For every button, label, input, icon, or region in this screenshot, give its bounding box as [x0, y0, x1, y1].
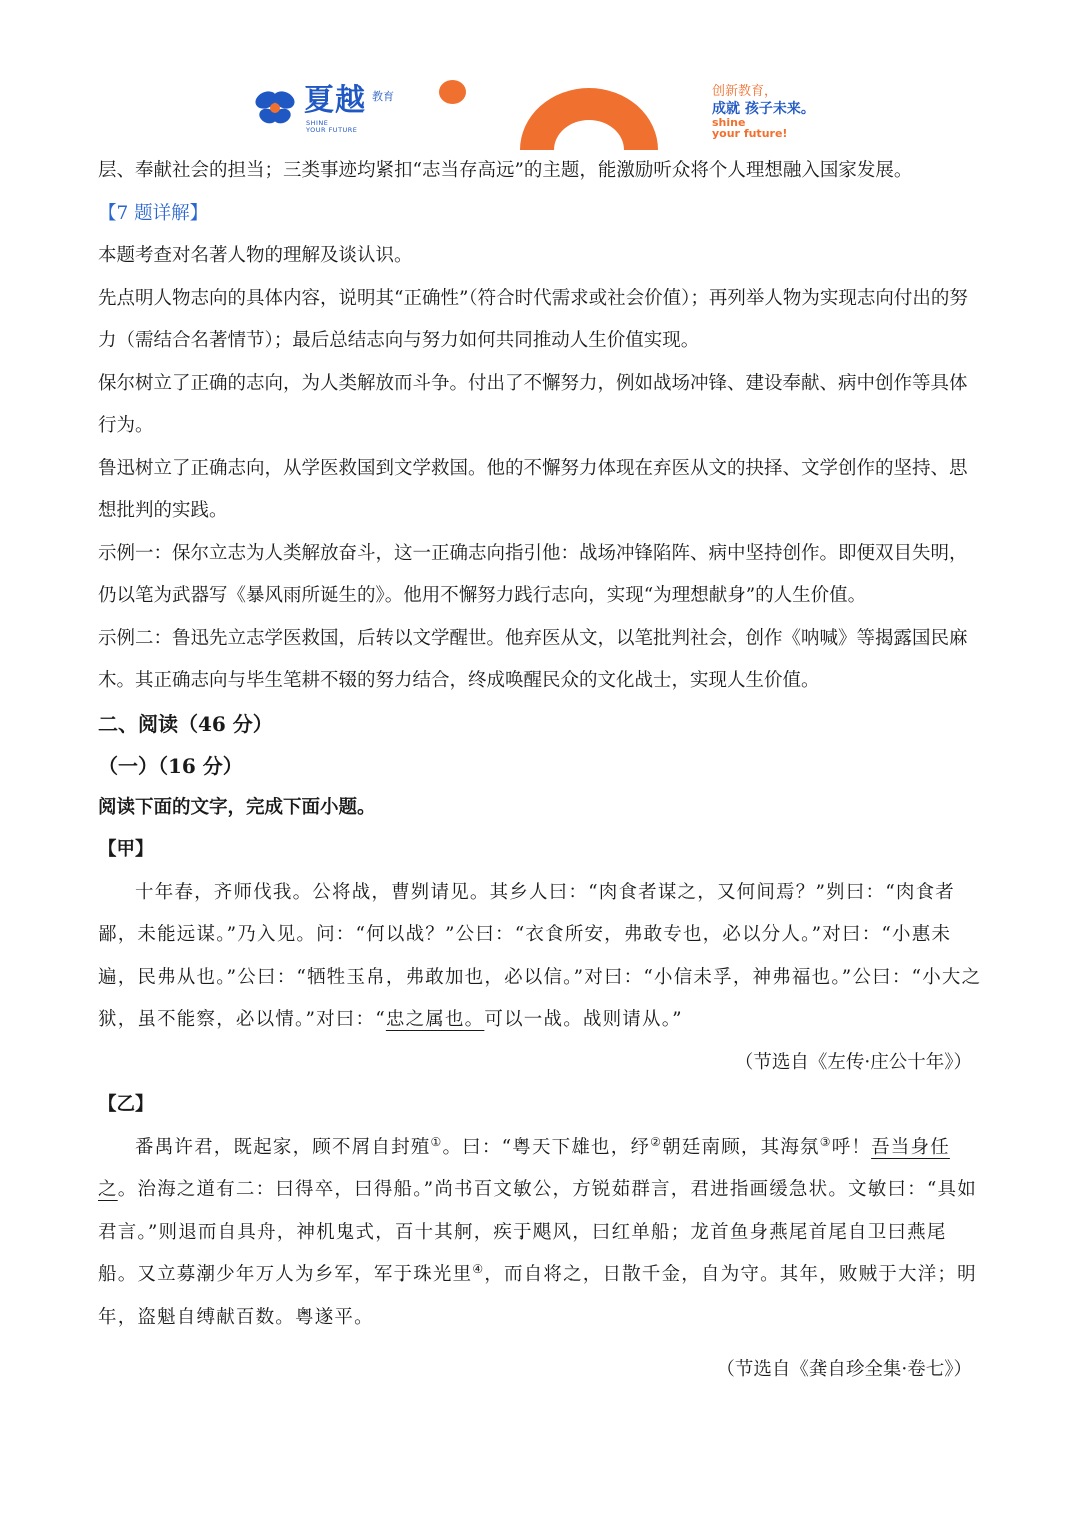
yi-underlined-phrase: 吾当身任之: [98, 1136, 950, 1200]
yi-part-10: 之，日散千金，自为守。其年，败贼于大洋；明年，盗魁自缚献百数。粤遂平。: [98, 1264, 977, 1328]
paragraph-continued: 层、奉献社会的担当；三类事迹均紧扣“志当存高远”的主题，能激励听众将个人理想融入国家发展。: [98, 160, 913, 181]
example-1: 示例一：保尔立志为人类解放奋斗，这一正确志向指引他：战场冲锋陷阵、病中坚持创作。即便双目失明，仍以笔为武器写《暴风雨所诞生的》。他用不懈努力践行志向，实现“为理想献身”的人生价值。: [98, 542, 968, 606]
question-7-title: 【7 题详解】: [98, 202, 209, 224]
tagline-line-1: SHINE: [306, 119, 329, 127]
paragraph-3: 保尔树立了正确的志向，为人类解放而斗争。付出了不懈努力，例如战场冲锋、建设奉献、病中创作等具体行为。: [98, 372, 968, 436]
subsection-1-heading: （一）（16 分）: [98, 753, 243, 778]
yi-part-8: 于珠光里: [393, 1264, 473, 1285]
orange-arc-decoration: [520, 88, 658, 150]
brand-name: 夏越: [304, 83, 366, 118]
brand-suffix: 教育: [372, 90, 394, 103]
footnote-marker-3: ③: [819, 1134, 832, 1149]
brand-tagline: [306, 120, 357, 134]
paragraph-4: 鲁迅树立了正确志向，从学医救国到文学救国。他的不懈努力体现在弃医从文的抉择、文学创作的坚持、思想批判的实践。: [98, 457, 968, 521]
yi-part-3: 朝廷南顾，其海氛: [662, 1136, 820, 1158]
yi-part-9: ，而自: [484, 1264, 544, 1285]
yi-part-6: 有二：曰得卒，曰得船。”尚书百文敏公，方锐茹群言，君进指画缓急状。文敏曰：“具如君言。”则退而自具舟，神机鬼式，百十其舸，: [98, 1179, 977, 1243]
dotted-word-dao: 道: [196, 1179, 217, 1200]
yi-part-7: 于飓风，曰红单船；龙首鱼身燕尾首尾自卫曰燕尾船。又立募潮少年万人为乡军，: [98, 1221, 947, 1285]
passage-jia-text: [98, 872, 982, 1042]
passage-jia-source: （节选自《左传·庄公十年》）: [734, 1051, 972, 1073]
passage-yi-text: [98, 1127, 982, 1340]
paragraph-1: 本题考查对名著人物的理解及谈认识。: [98, 245, 413, 266]
orange-dot-decoration: [439, 80, 466, 104]
yi-part-1: 番禺许君，既起家，顾不屑自封殖: [135, 1136, 431, 1158]
jia-underlined-phrase: 忠之属也。: [385, 1009, 485, 1030]
slogan-line-4: your future!: [712, 127, 788, 140]
footnote-marker-2: ②: [650, 1134, 663, 1149]
example-2: 示例二：鲁迅先立志学医救国，后转以文学醒世。他弃医从文，以笔批判社会，创作《呐喊》等揭露国民麻木。其正确志向与毕生笔耕不辍的努力结合，终成唤醒民众的文化战士，实现人生价值。: [98, 627, 968, 691]
tagline-line-2: YOUR FUTURE: [306, 126, 358, 134]
slogan-line-3: shine: [712, 116, 746, 129]
slogan-line-2: 成就 孩子未来。: [712, 101, 815, 117]
header-slogan: [712, 84, 815, 140]
flower-logo-icon: [252, 88, 298, 128]
footnote-marker-4: ④: [472, 1261, 485, 1276]
dotted-word-ji: 疾: [493, 1221, 514, 1243]
brand-logo: [252, 84, 402, 136]
passage-jia-label: 【甲】: [98, 839, 154, 860]
footnote-marker-1: ①: [430, 1134, 443, 1149]
dotted-word-jun: 军: [373, 1264, 394, 1285]
dotted-word-jiang: 将: [543, 1264, 564, 1285]
section-2-heading: 二、阅读（46 分）: [98, 711, 273, 736]
document-body: [98, 150, 982, 1392]
jia-text-part-a: 十年春，齐师伐我。公将战，曹刿请见。其乡人曰：“肉食者谋之，又何间焉？”刿曰：“肉食者鄙，未能远谋。”乃入见。问：“何以战？”公曰：“衣食所安，弗敢专也，必以分人。”对曰：“小惠未遍，民弗从也。”公曰：“牺牲玉帛，弗敢加也，必以信。”对曰：“小信未孚，神弗福也。”公曰：“小大之狱，虽不能察，必以情。”对曰：“: [98, 881, 982, 1030]
paragraph-2: 先点明人物志向的具体内容，说明其“正确性”（符合时代需求或社会价值）；再列举人物为实现志向付出的努力（需结合名著情节）；最后总结志向与努力如何共同推动人生价值实现。: [98, 287, 968, 351]
reading-instruction: 阅读下面的文字，完成下面小题。: [98, 796, 376, 818]
passage-yi-source: （节选自《龚自珍全集·卷七》）: [716, 1359, 972, 1380]
page-header: [0, 0, 1080, 150]
passage-yi-label: 【乙】: [98, 1094, 154, 1115]
jia-text-part-b: 可以一战。战则请从。”: [484, 1009, 683, 1030]
slogan-line-1: 创新教育，: [712, 84, 778, 99]
yi-part-2: 。曰：“粤天下雄也，纾: [442, 1136, 651, 1158]
yi-part-5: 。治海之: [117, 1179, 197, 1200]
yi-part-4: 呼！: [831, 1136, 872, 1158]
